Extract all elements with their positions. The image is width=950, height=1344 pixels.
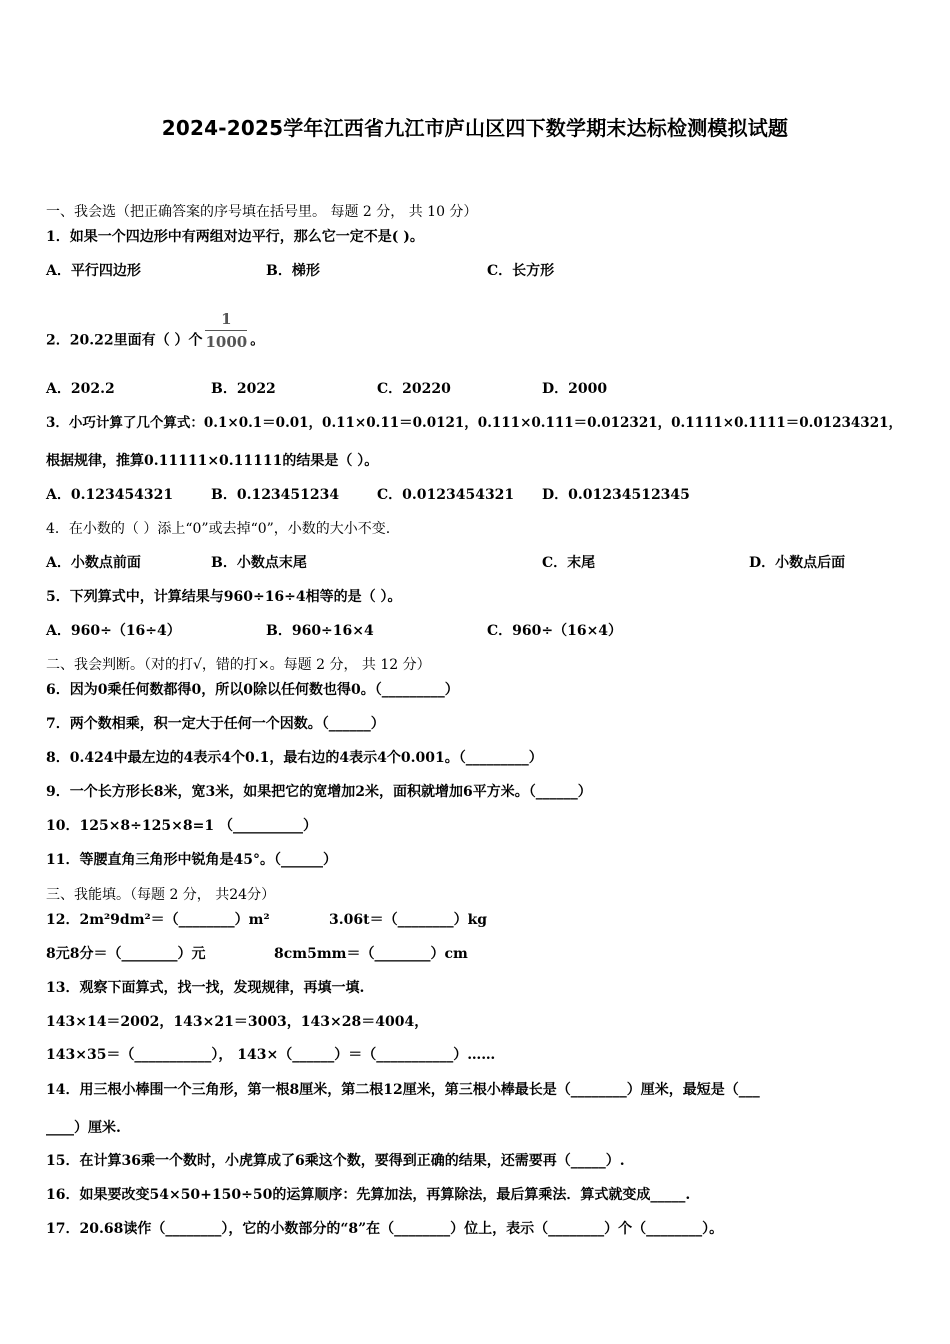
question-5: 5．下列算式中，计算结果与960÷16÷4相等的是（ ）。 xyxy=(46,589,402,605)
option-a: A．960÷（16÷4） xyxy=(46,623,181,639)
fraction-denominator: 1000 xyxy=(205,333,248,351)
option-a: A．0.123454321 xyxy=(46,487,174,503)
option-a: A．平行四边形 xyxy=(46,263,141,279)
option-b: B．960÷16×4 xyxy=(266,623,374,639)
question-12-part-2: 3.06t＝（________）kg xyxy=(329,912,488,928)
question-12-part-3: 8元8分＝（________）元 xyxy=(46,946,206,962)
question-7: 7．两个数相乘，积一定大于任何一个因数。（______） xyxy=(46,716,385,732)
question-10: 10．125×8÷125×8=1 （__________） xyxy=(46,818,317,834)
section-1-heading: 一、我会选（把正确答案的序号填在括号里。 每题 2 分， 共 10 分） xyxy=(46,204,478,220)
option-c: C．0.0123454321 xyxy=(377,487,515,503)
fraction-numerator: 1 xyxy=(205,310,247,331)
question-12-part-1: 12．2m²9dm²＝（________）m² xyxy=(46,912,270,928)
option-c: C．长方形 xyxy=(487,263,555,279)
option-d: D．0.01234512345 xyxy=(542,487,690,503)
question-13-line-3: 143×35＝（___________）， 143×（______）＝（___________）…… xyxy=(46,1047,496,1063)
question-4: 4．在小数的（ ）添上“0”或去掉“0”，小数的大小不变. xyxy=(46,521,391,537)
option-d: D．小数点后面 xyxy=(749,555,846,571)
question-12-part-4: 8cm5mm＝（________）cm xyxy=(274,946,468,962)
question-13-line-1: 13．观察下面算式，找一找，发现规律，再填一填. xyxy=(46,980,365,996)
question-3-line-1: 3．小巧计算了几个算式：0.1×0.1＝0.01，0.11×0.11＝0.0121，0.111×0.111＝0.012321，0.1111×0.1111＝0.01234321， xyxy=(46,415,902,431)
option-a: A．小数点前面 xyxy=(46,555,141,571)
question-16: 16．如果要改变54×50+150÷50的运算顺序：先算加法，再算除法，最后算乘法．算式就变成_____. xyxy=(46,1187,691,1203)
option-c: C．960÷（16×4） xyxy=(487,623,623,639)
question-14-line-2: ____）厘米. xyxy=(46,1120,121,1136)
question-14-line-1: 14．用三根小棒围一个三角形，第一根8厘米，第二根12厘米，第三根小棒最长是（________）厘米，最短是（___ xyxy=(46,1082,760,1098)
question-2-options xyxy=(46,380,910,398)
question-17: 17．20.68读作（________），它的小数部分的“8”在（________）位上，表示（________）个（________）。 xyxy=(46,1221,724,1237)
question-4-options xyxy=(46,554,910,572)
question-15: 15．在计算36乘一个数时，小虎算成了6乘这个数，要得到正确的结果，还需要再（_____）. xyxy=(46,1153,625,1169)
question-6: 6．因为0乘任何数都得0，所以0除以任何数也得0。（_________） xyxy=(46,682,459,698)
question-1-options xyxy=(46,262,910,280)
question-2 xyxy=(46,310,265,361)
option-c: C．20220 xyxy=(377,381,451,397)
question-11: 11．等腰直角三角形中锐角是45°。（______） xyxy=(46,852,337,868)
question-1: 1．如果一个四边形中有两组对边平行，那么它一定不是( )。 xyxy=(46,229,424,245)
option-c: C．末尾 xyxy=(542,555,596,571)
question-2-text: 2．20.22里面有（ ）个 xyxy=(46,332,203,349)
option-b: B．小数点末尾 xyxy=(211,555,307,571)
section-2-heading: 二、我会判断。（对的打√，错的打×。每题 2 分， 共 12 分） xyxy=(46,657,431,673)
question-5-options xyxy=(46,622,910,640)
question-13-line-2: 143×14＝2002，143×21＝3003，143×28＝4004， xyxy=(46,1014,429,1030)
question-3-line-2: 根据规律，推算0.11111×0.11111的结果是（ ）。 xyxy=(46,453,379,469)
fraction xyxy=(205,310,247,351)
section-3-heading: 三、我能填。（每题 2 分， 共24分） xyxy=(46,887,276,903)
question-2-text-end: 。 xyxy=(250,332,265,349)
question-8: 8．0.424中最左边的4表示4个0.1，最右边的4表示4个0.001。（_________） xyxy=(46,750,543,766)
option-b: B．0.123451234 xyxy=(211,487,340,503)
question-3-options xyxy=(46,486,910,504)
option-b: B．梯形 xyxy=(266,263,320,279)
option-a: A．202.2 xyxy=(46,381,115,397)
question-9: 9．一个长方形长8米，宽3米，如果把它的宽增加2米，面积就增加6平方米。（______） xyxy=(46,784,592,800)
option-d: D．2000 xyxy=(542,381,608,397)
option-b: B．2022 xyxy=(211,381,276,397)
page-title: 2024-2025学年江西省九江市庐山区四下数学期末达标检测模拟试题 xyxy=(161,116,789,140)
